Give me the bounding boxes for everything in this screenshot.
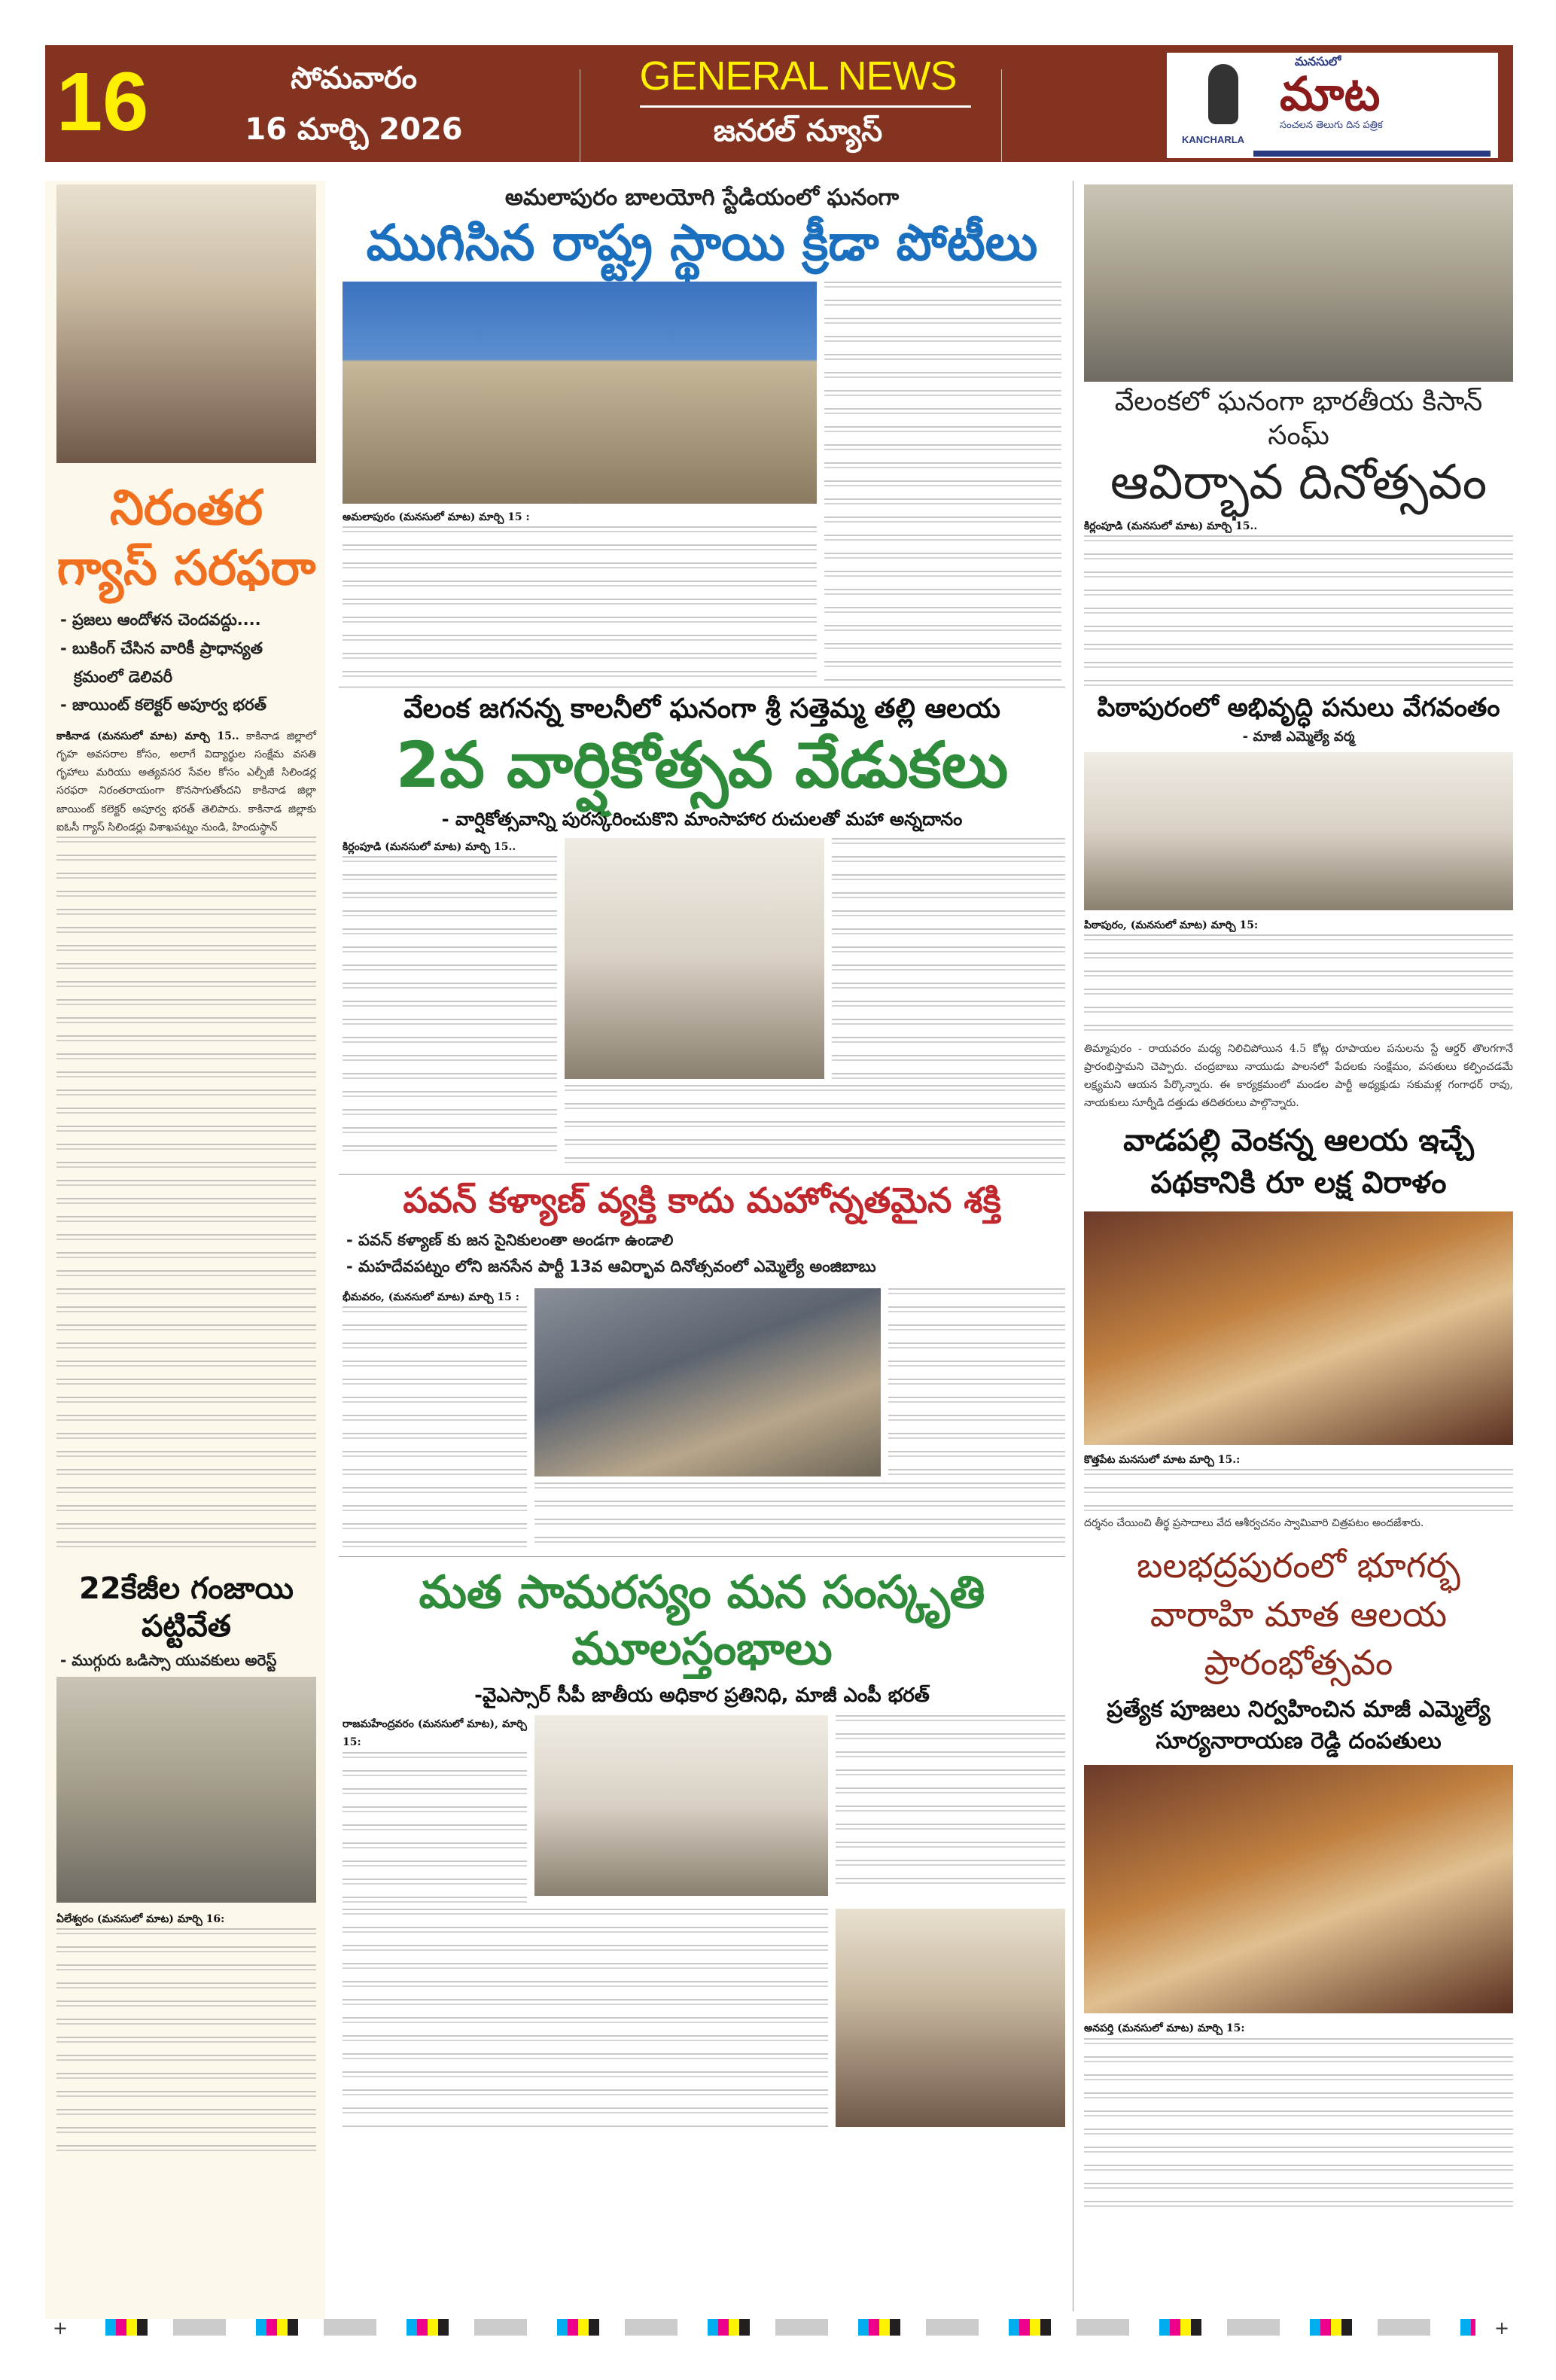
kisan-headline: ఆవిర్భావ దినోత్సవం [1110, 455, 1487, 510]
temple-body-1 [343, 838, 557, 1168]
pawan-article [339, 1288, 1065, 1550]
harmony-body-1 [343, 1715, 527, 1902]
text-continuation [343, 856, 557, 1157]
dateline: రాజమహేంద్రవరం (మనసులో మాట), మార్చి 15: [343, 1718, 527, 1749]
bullet: క్రమంలో డెలివరీ [74, 667, 173, 686]
gas-headline-2: గ్యాస్ సరఫరా [56, 541, 316, 596]
ganja-headline: 22కేజీల గంజాయి పట్టివేత [79, 1571, 294, 1644]
dateline: కాకినాడ (మనసులో మాట) మార్చి 15.. [56, 730, 239, 743]
bullet: - పవన్ కళ్యాణ్ కు జన సైనికులంతా అండగా ఉండాలి [346, 1230, 674, 1249]
right-column [1084, 181, 1513, 2219]
bullet: - ప్రజలు ఆందోళన చెందవద్దు.... [60, 611, 261, 629]
pawan-bullets [339, 1227, 1065, 1281]
pithapuram-byline: - మాజీ ఎమ్మెల్యే వర్మ [1242, 728, 1355, 745]
kisan-body [1084, 517, 1513, 686]
crop-mark-icon: + [1494, 2318, 1510, 2339]
dateline: ఏలేశ్వరం (మనసులో మాట) మార్చి 16: [56, 1912, 225, 1925]
vadapalli-photo [1084, 1211, 1513, 1445]
gas-bullets [56, 606, 316, 720]
logo-main: మాట [1280, 66, 1381, 122]
vadapalli-headline: వాడపల్లి వెంకన్న ఆలయ ఇచ్చే పథకానికి రూ లక్ష విరాళం [1123, 1123, 1474, 1201]
page-number: 16 [56, 56, 149, 148]
text-continuation [343, 526, 817, 677]
text-continuation [56, 837, 316, 1559]
date-label: 16 మార్చి 2026 [245, 112, 463, 147]
temple-subhead: - వార్షికోత్సవాన్ని పురస్కరించుకొని మాంసాహార రుచులతో మహా అన్నదానం [441, 809, 963, 830]
article-text: కాకినాడ జిల్లాలో గృహ అవసరాల కోసం, అలాగే విద్యార్థుల సంక్షేమ వసతి గృహాలు మరియు అత్యవసర సేవల కోసం ఎల్పీజీ సిలిండర్ల సరఫరా నిరంతరాయంగా కొనసాగుతోందని కాకినాడ జిల్లా జాయింట్ కలెక్టర్ అపూర్వ భరత్ తెలిపారు. కాకినాడ జిల్లాకు ఐఓసీ గ్యాస్ సిలిండర్లు విశాఖపట్నం నుండి, హిందుస్థాన్ [56, 730, 316, 833]
sports-left [343, 282, 817, 681]
pithapuram-headline: పిఠాపురంలో అభివృద్ధి పనులు వేగవంతం [1097, 693, 1500, 724]
harmony-article [339, 1715, 1065, 2126]
article-text: తిమ్మాపురం - రాయవరం మధ్య నిలిచిపోయిన 4.5 కోట్ల రూపాయల పనులను స్టే ఆర్డర్ తొలగగానే ప్రారంభిస్తామని చెప్పారు. చంద్రబాబు నాయుడు పాలనలో పేదలకు సంక్షేమం, వసతులు కల్పించడమే లక్ష్యమని ఆయన పేర్కొన్నారు. ఈ కార్యక్రమంలో మండల పార్టీ అధ్యక్షుడు సకుమళ్ల గంగాధర్ రావు, నాయకులు సూర్నీడి దత్తుడు తదితరులు పాల్గొన్నారు. [1084, 1042, 1513, 1110]
varahi-body [1084, 2019, 1513, 2218]
left-column [45, 181, 325, 2319]
section-title-te: జనరల్ న్యూస్ [713, 114, 883, 148]
sports-body [343, 508, 817, 677]
text-continuation [343, 1306, 527, 1547]
center-column [339, 181, 1065, 2127]
divider [339, 1556, 1065, 1557]
pawan-body-3 [888, 1288, 1065, 1476]
section-title-en: GENERAL NEWS [639, 53, 957, 99]
temple-article [339, 838, 1065, 1168]
sports-photo [343, 282, 817, 504]
dateline: కిర్లంపూడి (మనసులో మాట) మార్చి 15.. [1084, 520, 1258, 532]
ganja-bullet: - ముగ్గురు ఒడిస్సా యువకులు అరెస్ట్ [60, 1650, 277, 1669]
gas-headline-1: నిరంతర [109, 480, 263, 536]
ganja-photo [56, 1677, 316, 1903]
kisan-photo [1084, 184, 1513, 382]
pithapuram-photo [1084, 752, 1513, 910]
bullet: - మహదేవపట్నం లోని జనసేన పార్టీ 13వ ఆవిర్భావ దినోత్సవంలో ఎమ్మెల్యే అంజిబాబు [346, 1257, 876, 1276]
color-registration-bar [105, 2319, 1475, 2336]
logo-brand: KANCHARLA [1182, 134, 1245, 145]
text-continuation [832, 838, 1065, 1079]
vadapalli-body [1084, 1451, 1513, 1532]
temple-body-3 [832, 838, 1065, 1079]
official-photo [56, 184, 316, 463]
varahi-photo [1084, 1765, 1513, 2013]
text-continuation [888, 1288, 1065, 1476]
logo-bar [1253, 151, 1491, 157]
harmony-photo-2 [836, 1909, 1065, 2127]
pawan-body-2 [534, 1483, 1065, 1550]
logo-top: మనసులో [1295, 54, 1341, 69]
text-continuation [1084, 535, 1513, 686]
harmony-headline: మత సామరస్యం మన సంస్కృతి మూలస్తంభాలు [419, 1565, 985, 1675]
dateline: భీమవరం, (మనసులో మాట) మార్చి 15 : [343, 1291, 519, 1303]
dateline: పిఠాపురం, (మనసులో మాట) మార్చి 15: [1084, 919, 1259, 931]
pawan-headline: పవన్ కళ్యాణ్ వ్యక్తి కాదు మహోన్నతమైన శక్తి [403, 1180, 1001, 1220]
ganja-article-body [56, 1910, 316, 2154]
bullet: - బుకింగ్ చేసిన వారికీ ప్రాధాన్యత [60, 638, 263, 657]
text-continuation [1084, 2038, 1513, 2219]
text-continuation [534, 1483, 1065, 1550]
text-continuation [836, 1715, 1065, 1896]
temple-body-2 [565, 1085, 1065, 1168]
sports-body-right [824, 282, 1061, 681]
kisan-kicker: వేలంకలో ఘనంగా భారతీయ కిసాన్ సంఘ్ [1114, 386, 1483, 451]
sports-kicker: అమలాపురం బాలయోగి స్టేడియంలో ఘనంగా [504, 184, 900, 211]
crop-mark-icon: + [53, 2318, 69, 2339]
dateline: కొత్తపేట మనసులో మాట మార్చి 15.: [1084, 1454, 1241, 1467]
text-continuation [343, 1752, 527, 1903]
pawan-body-1 [343, 1288, 527, 1550]
article-text: దర్శనం చేయించి తీర్థ ప్రసాదాలు వేద ఆశీర్వచనం స్వామివారి చిత్రపటం అందజేశారు. [1084, 1517, 1424, 1530]
text-continuation [565, 1085, 1065, 1168]
bullet: - జాయింట్ కలెక్టర్ అపూర్వ భరత్ [60, 696, 266, 715]
text-continuation [1084, 1469, 1513, 1514]
logo-wordmark [1280, 54, 1494, 133]
harmony-body-3 [343, 1909, 828, 2127]
day-label: సోమవారం [291, 61, 417, 96]
sports-headline: ముగిసిన రాష్ట్ర స్థాయి క్రీడా పోటీలు [366, 213, 1038, 272]
portrait-icon [1208, 64, 1238, 124]
text-continuation [343, 1909, 828, 2127]
gas-article-body [56, 727, 316, 1559]
varahi-subhead: ప్రత్యేక పూజలు నిర్వహించిన మాజీ ఎమ్మెల్యే సూర్యనారాయణ రెడ్డి దంపతులు [1107, 1696, 1491, 1755]
temple-kicker: వేలంక జగనన్న కాలనీలో ఘనంగా శ్రీ సత్తెమ్మ తల్లి ఆలయ [403, 693, 1000, 724]
dateline: కిర్లంపూడి (మనసులో మాట) మార్చి 15.. [343, 841, 516, 853]
text-continuation [1084, 934, 1513, 1040]
temple-headline: 2వ వార్షికోత్సవ వేడుకలు [395, 728, 1009, 802]
temple-photo [565, 838, 824, 1079]
divider [339, 1174, 1065, 1175]
varahi-headline: బలభద్రపురంలో భూగర్భ వారాహి మాత ఆలయ ప్రారంభోత్సవం [1136, 1545, 1461, 1684]
dateline: అనపర్తి (మనసులో మాట) మార్చి 15: [1084, 2022, 1245, 2035]
divider [640, 105, 971, 108]
dateline: అమలాపురం (మనసులో మాట) మార్చి 15 : [343, 511, 530, 523]
harmony-subhead: -వైఎస్సార్ సీపీ జాతీయ అధికార ప్రతినిధి, మాజీ ఎంపీ భరత్ [474, 1684, 930, 1707]
harmony-body-2 [836, 1715, 1065, 1902]
text-continuation [824, 282, 1061, 681]
harmony-photo-1 [534, 1715, 828, 1896]
newspaper-logo [1167, 53, 1498, 158]
text-continuation [56, 1928, 316, 2154]
divider [1001, 69, 1002, 162]
sports-article [339, 282, 1065, 681]
pawan-photo [534, 1288, 881, 1476]
pithapuram-body [1084, 916, 1513, 1112]
logo-tagline: సంచలన తెలుగు దిన పత్రిక [1280, 120, 1383, 132]
